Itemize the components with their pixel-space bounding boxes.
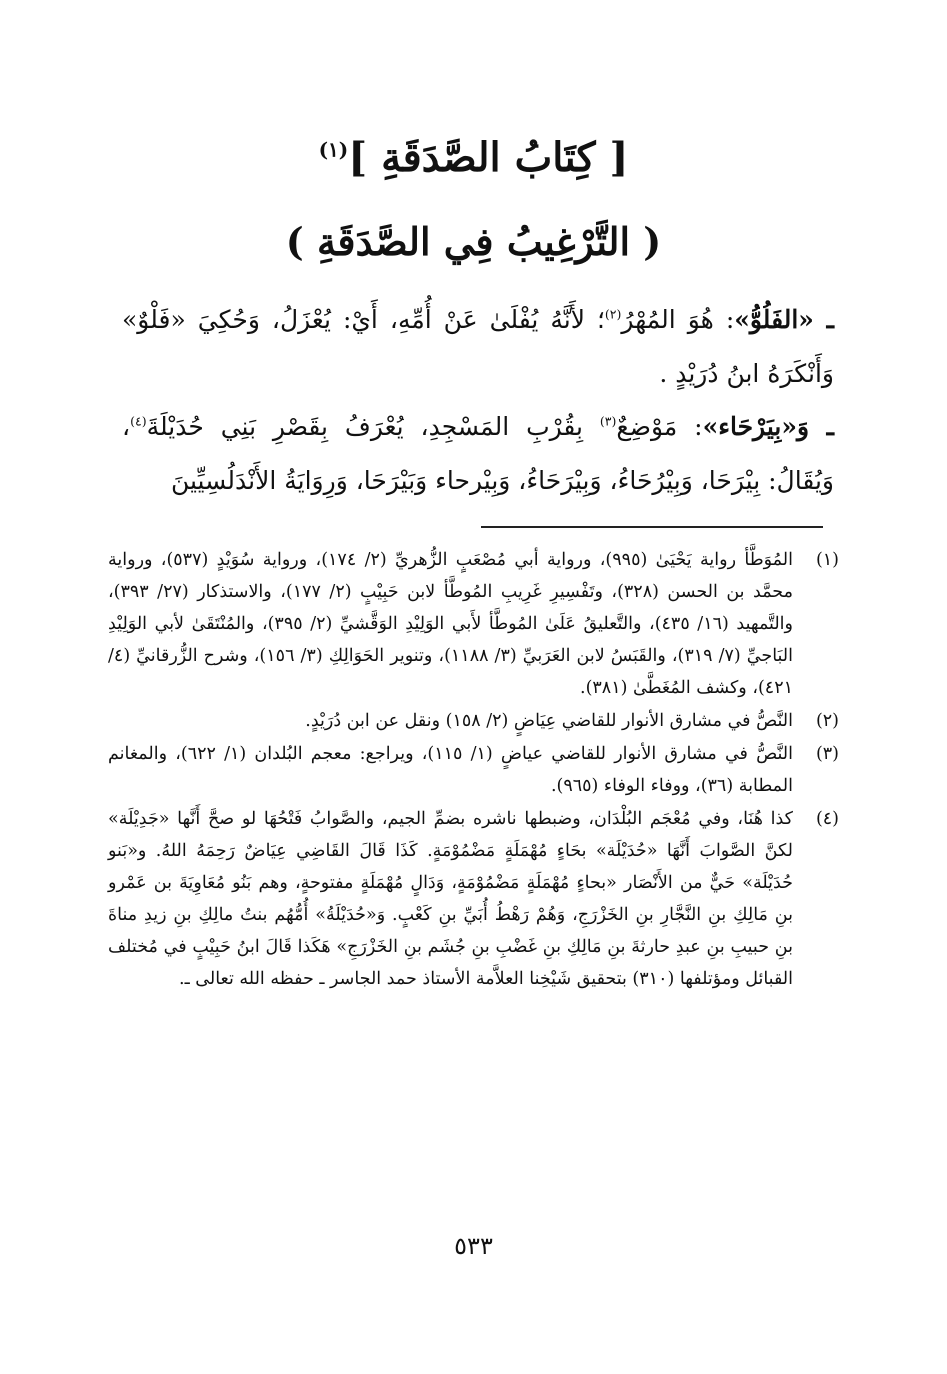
entry-body: بِقُرْبِ المَسْجِدِ، يُعْرَفُ بِقَصْرِ بَنِي حُدَيْلَةَ xyxy=(146,412,600,441)
footnote-text: النَّصُّ في مشارق الأنوار للقاضي عياضٍ (١/ ١١٥)، ويراجع: معجم البُلدان (١/ ٦٢٢)، والمغانم المطابة (٣٦)، ووفاء الوفاء (٩٦٥). xyxy=(108,744,793,796)
footnote-number: (٣) xyxy=(815,744,839,764)
entry-headword: ـ «الفَلُوُّ» xyxy=(734,305,834,334)
entry-body: ؛ لأَنَّهُ يُفْلَىٰ عَنْ أُمِّهِ، أَيْ: يُعْزَلُ، وَحُكِيَ «فَلْوٌ» وَأَنْكَرَهُ ابنُ دُرَيْدٍ . xyxy=(122,305,834,388)
footnote xyxy=(108,705,839,737)
footnote-text: المُوَطَّأ رواية يَحْيَىٰ (٩٩٥)، ورواية أبي مُصْعَبٍ الزُّهريِّ (٢/ ١٧٤)، ورواية سُوَيْدٍ (٥٣٧)، ورواية محمَّد بن الحسن (٣٢٨)، وتَفْسِيرِ غَرِيبِ المُوطَّأ لابن حَبِيْبٍ (٢/ ١٧٧)، والاستذكار (٢٧/ ٣٩٣)، والتَّمهيد (١٦/ ٤٣٥)، والتَّعليقُ عَلَىٰ المُوطَّأ لأَبي الوَلِيْدِ الوَقَّشيِّ (٢/ ٣٩٥)، والمُنْتَقَىٰ لأبي الوَلِيْدِ البَاجيِّ (٧/ ٣١٩)، والقَبَسُ لابن العَرَبيِّ (٣/ ١١٨٨)، وتنوير الحَوَالِكِ (٣/ ١٥٦)، وشرح الزُّرقانيِّ (٤/ ٤٢١)، وكشف المُغَطَّىٰ (٣٨١). xyxy=(108,550,794,698)
note-ref: (٢) xyxy=(604,306,622,322)
footnote xyxy=(108,544,839,704)
entry-body: : هُوَ المُهْرُ xyxy=(621,305,735,334)
entry-headword: ـ وَ«بِيَرْحَاء» xyxy=(702,412,835,441)
footnotes xyxy=(108,544,839,996)
footnote xyxy=(108,803,839,995)
entry-body: ، وَيُقَالُ: بِيْرَحَا، وَبِيْرُحَاءُ، وَبِيْرَحَاءُ، وَبِيْرحاء وَبَيْرَحَا، وَرِوَايَةُ الأَنْدَلُسِيِّينَ xyxy=(122,412,834,495)
footnote-number: (٢) xyxy=(815,711,839,731)
footnote-number: (١) xyxy=(815,550,839,570)
entry-body: : مَوْضِعٌ xyxy=(616,412,703,441)
chapter-title-text: [ كِتَابُ الصَّدَقَةِ ] xyxy=(348,134,629,181)
note-ref: (٣) xyxy=(599,413,617,429)
page-number: ٥٣٣ xyxy=(454,1232,493,1260)
entry-bayraha xyxy=(122,400,834,508)
chapter-title xyxy=(0,128,947,188)
footnote-text: كذا هُنَا، وفي مُعْجَم البُلْدَان، وضبطها ناشره بضمِّ الجيم، والصَّوابُ فَتْحُهَا لو صحَّ أَنَّها «جَدِيْلَة» لكنَّ الصَّوابَ أَنَّهَا «حُدَيْلَة» بحَاءٍ مُهْمَلَةٍ مَضْمُوْمَةٍ. كَذَا قَالَ القَاضِي عِيَاضٌ رَحِمَهُ اللهُ. و«بَنو حُدَيْلَة» حَيٌّ من الأَنْصَار «بحاءٍ مُهْمَلَةٍ مَضْمُوْمَةٍ، وَدَالٍ مُهْمَلَةٍ مفتوحةٍ، وهم بَنُو مُعَاوِيَةَ بن عَمْرو بنِ مَالِكِ بنِ النَّجَّارِ بنِ الخَزْرَجِ، وَهُمْ رَهْطُ أُبَيِّ بنِ كَعْبٍ. وَ«حُدَيْلَةُ» أُمُّهُم بنتُ مالِكِ بنِ زيدِ مناةَ بنِ حبيبِ بنِ عبدِ حارثةَ بنِ مَالِكِ بنِ غَضْبِ بنِ جُشَم بنِ الخَزْرَجِ» هَكَذا قَالَ ابنُ حَبِيْبٍ في مُختلف القبائل ومؤتلفها (٣١٠) بتحقيق شَيْخِنا العلاَّمة الأستاذ حمد الجاسر ـ حفظه الله تعالى ـ. xyxy=(108,809,793,989)
section-title: ( التَّرْغِيبُ فِي الصَّدَقَةِ ) xyxy=(285,219,662,264)
entry-falu xyxy=(122,293,834,401)
footnote-number: (٤) xyxy=(815,809,839,829)
footnote xyxy=(108,738,839,802)
chapter-title-note-ref: (١) xyxy=(318,137,349,162)
footnote-text: النَّصُّ في مشارق الأنوار للقاضي عِيَاضٍ (٢/ ١٥٨) ونقل عن ابن دُرَيْدٍ. xyxy=(305,711,793,731)
note-ref: (٤) xyxy=(130,413,147,429)
footnote-separator xyxy=(481,526,823,528)
